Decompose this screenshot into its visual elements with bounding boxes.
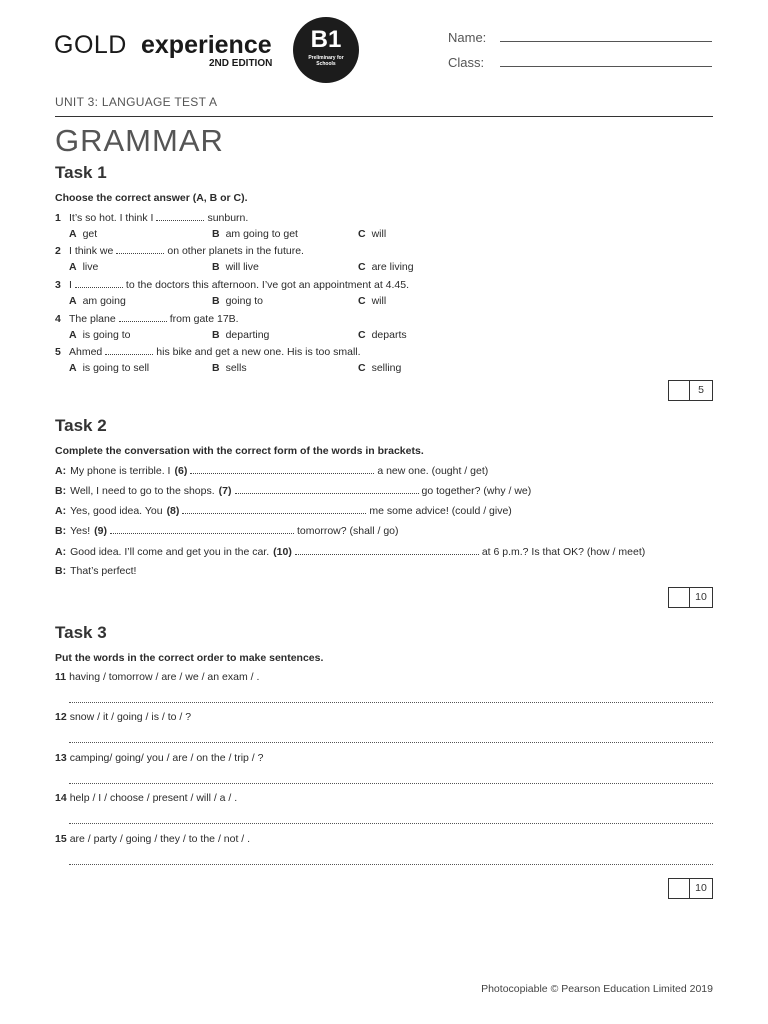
- conversation-line: [55, 504, 512, 517]
- logo-gold: GOLD: [54, 31, 127, 59]
- reorder-item: [55, 833, 250, 845]
- option-a[interactable]: [69, 329, 130, 341]
- option-c[interactable]: [358, 362, 401, 374]
- answer-line[interactable]: [69, 783, 713, 784]
- line-text-before: My phone is terrible. I: [70, 465, 171, 477]
- item-number: 15: [55, 833, 67, 845]
- option-letter: C: [358, 228, 366, 240]
- task1-score-box[interactable]: [668, 380, 713, 401]
- gap-number: (7): [218, 485, 232, 497]
- task3-instruction: Put the words in the correct order to make sentences.: [55, 652, 324, 664]
- option-letter: B: [212, 228, 220, 240]
- question-number: 3: [55, 279, 61, 291]
- option-a[interactable]: [69, 295, 126, 307]
- answer-gap[interactable]: [182, 504, 366, 514]
- conversation-line: [55, 565, 136, 577]
- option-letter: C: [358, 329, 366, 341]
- answer-gap[interactable]: [235, 484, 419, 494]
- gap-number: (10): [273, 546, 292, 558]
- option-c[interactable]: [358, 261, 414, 273]
- option-text: am going to get: [225, 228, 298, 240]
- option-text: will: [371, 295, 387, 307]
- question-row: [55, 312, 239, 325]
- question-text-after: from gate 17B.: [169, 313, 239, 325]
- option-letter: A: [69, 261, 77, 273]
- option-text: is going to sell: [82, 362, 150, 374]
- conversation-line: [55, 545, 645, 558]
- speaker-label: B:: [55, 485, 67, 497]
- item-prompt: are / party / going / they / to the / not / .: [69, 833, 251, 845]
- item-prompt: having / tomorrow / are / we / an exam / .: [69, 671, 260, 683]
- speaker-label: B:: [55, 565, 67, 577]
- item-number: 11: [55, 671, 67, 683]
- option-letter: A: [69, 228, 77, 240]
- option-c[interactable]: [358, 295, 386, 307]
- option-letter: A: [69, 329, 77, 341]
- task1-instruction: Choose the correct answer (A, B or C).: [55, 192, 248, 204]
- option-text: selling: [371, 362, 402, 374]
- score-input[interactable]: [669, 879, 690, 898]
- question-text-after: to the doctors this afternoon. I’ve got an appointment at 4.45.: [125, 279, 410, 291]
- option-letter: B: [212, 261, 220, 273]
- name-label: Name:: [448, 30, 487, 45]
- answer-gap[interactable]: [190, 464, 374, 474]
- edition-label: 2ND EDITION: [209, 58, 273, 69]
- option-text: get: [82, 228, 98, 240]
- question-row: [55, 345, 361, 358]
- option-letter: B: [212, 295, 220, 307]
- reorder-item: [55, 711, 191, 723]
- option-text: are living: [371, 261, 414, 273]
- question-number: 2: [55, 245, 61, 257]
- line-text-before: Yes, good idea. You: [70, 505, 163, 517]
- line-text-after: go together? (why / we): [421, 485, 532, 497]
- reorder-item: [55, 752, 263, 764]
- item-prompt: camping/ going/ you / are / on the / trip / ?: [69, 752, 264, 764]
- option-b[interactable]: [212, 362, 247, 374]
- option-text: going to: [225, 295, 263, 307]
- gap-number: (9): [94, 525, 107, 537]
- option-b[interactable]: [212, 295, 263, 307]
- speaker-label: A:: [55, 546, 67, 558]
- option-letter: C: [358, 261, 366, 273]
- answer-line[interactable]: [69, 864, 713, 865]
- task2-score-box[interactable]: [668, 587, 713, 608]
- option-letter: C: [358, 295, 366, 307]
- question-row: [55, 278, 409, 291]
- footer-copyright: Photocopiable © Pearson Education Limited 2019: [481, 983, 713, 995]
- option-letter: B: [212, 362, 220, 374]
- task3-max-score: 10: [695, 882, 707, 894]
- question-text-before: I: [69, 279, 72, 291]
- line-text-after: tomorrow? (shall / go): [296, 525, 399, 537]
- option-text: am going: [82, 295, 126, 307]
- task2-instruction: Complete the conversation with the correct form of the words in brackets.: [55, 445, 424, 457]
- answer-gap[interactable]: [119, 312, 167, 322]
- option-b[interactable]: [212, 261, 259, 273]
- conversation-line: [55, 484, 531, 497]
- answer-gap[interactable]: [116, 244, 164, 254]
- option-text: sells: [225, 362, 247, 374]
- line-text-before: Good idea. I’ll come and get you in the car.: [70, 546, 270, 558]
- option-b[interactable]: [212, 228, 298, 240]
- answer-gap[interactable]: [75, 278, 123, 288]
- answer-gap[interactable]: [110, 524, 294, 534]
- reorder-item: [55, 792, 237, 804]
- speaker-label: A:: [55, 465, 67, 477]
- item-prompt: help / I / choose / present / will / a / .: [69, 792, 238, 804]
- line-text-after: at 6 p.m.? Is that OK? (how / meet): [481, 546, 646, 558]
- score-input[interactable]: [669, 588, 690, 607]
- question-text-after: his bike and get a new one. His is too small.: [156, 346, 361, 358]
- option-b[interactable]: [212, 329, 269, 341]
- option-a[interactable]: [69, 261, 98, 273]
- class-label: Class:: [448, 55, 485, 70]
- question-number: 1: [55, 212, 61, 224]
- option-c[interactable]: [358, 228, 386, 240]
- question-text-after: sunburn.: [207, 212, 249, 224]
- level-badge-subtitle: Preliminary for Schools: [308, 55, 344, 67]
- answer-gap[interactable]: [156, 211, 204, 221]
- answer-gap[interactable]: [295, 545, 479, 555]
- score-input[interactable]: [669, 381, 690, 400]
- conversation-line: [55, 524, 399, 537]
- line-text-before: Well, I need to go to the shops.: [70, 485, 215, 497]
- option-letter: B: [212, 329, 220, 341]
- option-letter: A: [69, 295, 77, 307]
- conversation-line: [55, 464, 488, 477]
- speaker-label: A:: [55, 505, 67, 517]
- item-number: 14: [55, 792, 67, 804]
- option-letter: C: [358, 362, 366, 374]
- unit-heading: UNIT 3: LANGUAGE TEST A: [55, 95, 218, 109]
- item-prompt: snow / it / going / is / to / ?: [69, 711, 192, 723]
- option-letter: A: [69, 362, 77, 374]
- option-text: will: [371, 228, 387, 240]
- task3-score-box[interactable]: [668, 878, 713, 899]
- option-a[interactable]: [69, 362, 149, 374]
- question-row: [55, 244, 304, 257]
- option-text: departing: [225, 329, 270, 341]
- task1-max-score: 5: [698, 384, 704, 396]
- option-text: departs: [371, 329, 407, 341]
- divider: [55, 116, 713, 117]
- gap-number: (6): [174, 465, 188, 477]
- option-c[interactable]: [358, 329, 407, 341]
- item-number: 12: [55, 711, 67, 723]
- task1-title: Task 1: [55, 163, 107, 182]
- speaker-label: B:: [55, 525, 67, 537]
- task2-title: Task 2: [55, 416, 107, 435]
- line-text-after: a new one. (ought / get): [377, 465, 489, 477]
- line-text-after: me some advice! (could / give): [369, 505, 512, 517]
- name-field[interactable]: [500, 41, 712, 42]
- answer-line[interactable]: [69, 742, 713, 743]
- gap-number: (8): [166, 505, 180, 517]
- answer-line[interactable]: [69, 702, 713, 703]
- line-text-before: Yes!: [70, 525, 91, 537]
- level-badge-text: B1: [310, 26, 342, 53]
- reorder-item: [55, 671, 259, 683]
- question-row: [55, 211, 248, 224]
- option-text: is going to: [82, 329, 131, 341]
- option-text: live: [82, 261, 99, 273]
- task2-max-score: 10: [695, 591, 707, 603]
- item-number: 13: [55, 752, 67, 764]
- task3-title: Task 3: [55, 623, 107, 642]
- question-number: 5: [55, 346, 61, 358]
- question-text-before: It’s so hot. I think I: [69, 212, 154, 224]
- class-field[interactable]: [500, 66, 712, 67]
- section-title: GRAMMAR: [55, 123, 224, 158]
- answer-gap[interactable]: [105, 345, 153, 355]
- line-text-before: That’s perfect!: [70, 565, 137, 577]
- option-text: will live: [225, 261, 259, 273]
- option-a[interactable]: [69, 228, 97, 240]
- question-text-after: on other planets in the future.: [167, 245, 304, 257]
- question-number: 4: [55, 313, 61, 325]
- question-text-before: I think we: [69, 245, 114, 257]
- answer-line[interactable]: [69, 823, 713, 824]
- level-badge: [293, 17, 359, 83]
- question-text-before: Ahmed: [69, 346, 103, 358]
- question-text-before: The plane: [69, 313, 116, 325]
- logo-experience: experience: [141, 31, 272, 59]
